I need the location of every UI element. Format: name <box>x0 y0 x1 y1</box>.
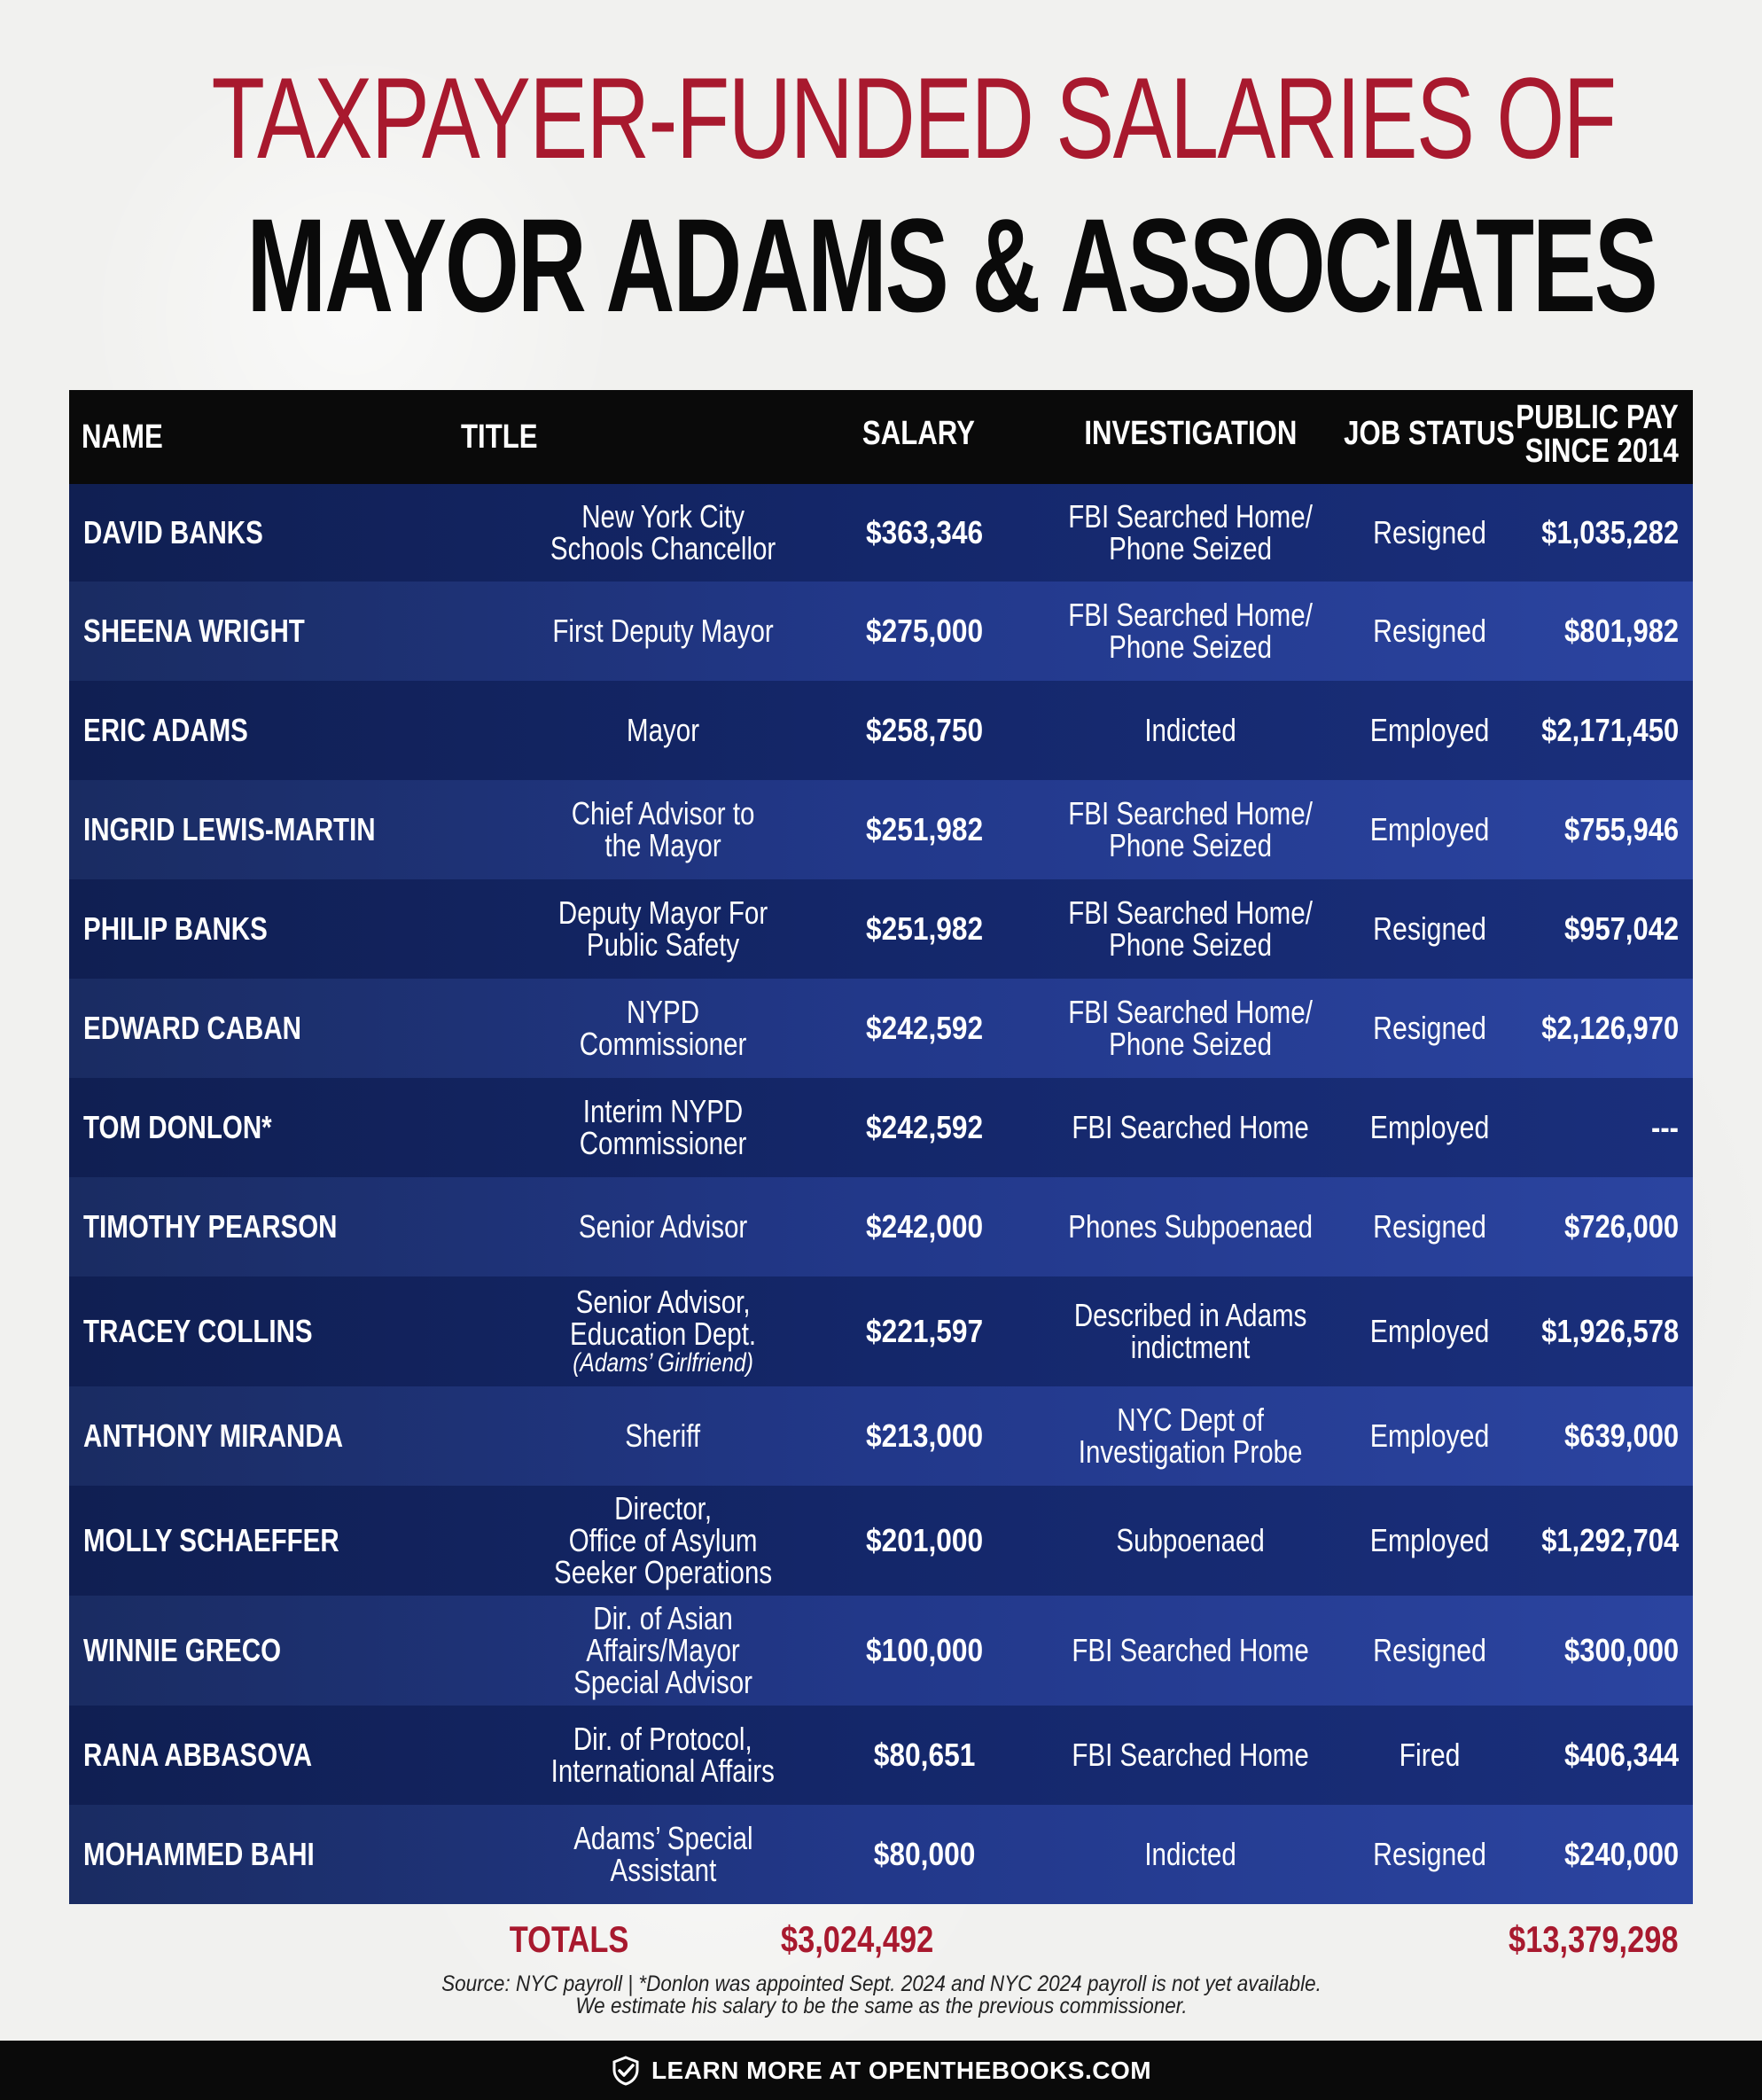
row-public-pay: $957,042 <box>1563 910 1679 947</box>
row-job-status: Employed <box>1369 712 1490 748</box>
table-row <box>69 484 1693 582</box>
row-job-status: Resigned <box>1373 1632 1486 1668</box>
row-job-status: Fired <box>1399 1737 1461 1773</box>
row-public-pay: $240,000 <box>1563 1836 1679 1872</box>
row-job-status: Employed <box>1369 1417 1490 1454</box>
row-job-status: Resigned <box>1373 514 1486 550</box>
row-public-pay: $1,926,578 <box>1541 1313 1679 1349</box>
row-name: TOM DONLON* <box>83 1109 272 1145</box>
shield-check-icon <box>611 2056 641 2086</box>
row-salary: $221,597 <box>865 1313 984 1349</box>
row-investigation: Described in Adams indictment <box>1073 1297 1307 1365</box>
row-job-status: Employed <box>1369 1313 1490 1349</box>
row-salary: $258,750 <box>865 712 984 748</box>
row-name: SHEENA WRIGHT <box>83 613 305 649</box>
source-line-2: We estimate his salary to be the same as the previous commissioner. <box>574 1994 1188 2018</box>
row-name: MOHAMMED BAHI <box>83 1836 315 1872</box>
row-public-pay: --- <box>1651 1109 1679 1145</box>
source-line-1: Source: NYC payroll | *Donlon was appointed Sept. 2024 and NYC 2024 payroll is not yet available. <box>440 1971 1322 1996</box>
row-salary: $242,000 <box>865 1208 984 1245</box>
row-title: Chief Advisor to the Mayor <box>571 795 755 863</box>
row-investigation: Indicted <box>1144 1836 1236 1872</box>
row-name: TIMOTHY PEARSON <box>83 1208 338 1245</box>
row-public-pay: $801,982 <box>1563 613 1679 649</box>
row-title-note: (Adams’ Girlfriend) <box>573 1348 753 1378</box>
footer-link-text[interactable]: LEARN MORE AT OPENTHEBOOKS.COM <box>651 2056 1152 2084</box>
row-job-status: Employed <box>1369 1522 1490 1558</box>
row-investigation: NYC Dept of Investigation Probe <box>1078 1401 1303 1470</box>
row-salary: $100,000 <box>865 1632 984 1668</box>
row-investigation: Phones Subpoenaed <box>1068 1208 1313 1245</box>
row-salary: $251,982 <box>865 910 984 947</box>
row-investigation: FBI Searched Home <box>1072 1737 1309 1773</box>
row-salary: $80,000 <box>873 1836 976 1872</box>
totals-salary: $3,024,492 <box>781 1918 934 1960</box>
row-salary: $363,346 <box>865 514 984 550</box>
table-row <box>69 1177 1693 1276</box>
table-body <box>69 484 1693 1904</box>
table-row <box>69 1596 1693 1706</box>
row-salary: $275,000 <box>865 613 984 649</box>
row-investigation: FBI Searched Home <box>1072 1632 1309 1668</box>
header-investigation: INVESTIGATION <box>1083 415 1298 452</box>
header-name: NAME <box>82 418 163 456</box>
table-row <box>69 1486 1693 1596</box>
row-title: Deputy Mayor For Public Safety <box>557 894 768 963</box>
row-public-pay: $1,292,704 <box>1541 1522 1679 1558</box>
table-row <box>69 1706 1693 1805</box>
table-row <box>69 780 1693 879</box>
row-public-pay: $726,000 <box>1563 1208 1679 1245</box>
row-public-pay: $406,344 <box>1563 1737 1679 1773</box>
row-investigation: FBI Searched Home/ Phone Seized <box>1068 597 1313 665</box>
row-investigation: FBI Searched Home/ Phone Seized <box>1068 498 1313 566</box>
row-job-status: Employed <box>1369 811 1490 847</box>
row-title: Mayor <box>626 712 700 748</box>
table-row <box>69 1276 1693 1386</box>
row-public-pay: $2,171,450 <box>1541 712 1679 748</box>
row-public-pay: $300,000 <box>1563 1632 1679 1668</box>
row-investigation: FBI Searched Home/ Phone Seized <box>1068 994 1313 1062</box>
row-salary: $80,651 <box>873 1737 976 1773</box>
row-name: ANTHONY MIRANDA <box>83 1417 344 1454</box>
row-investigation: FBI Searched Home/ Phone Seized <box>1068 894 1313 963</box>
headline-line-1: TAXPAYER-FUNDED SALARIES OF <box>211 53 1616 183</box>
table-row <box>69 681 1693 780</box>
row-name: WINNIE GRECO <box>83 1632 282 1668</box>
row-name: PHILIP BANKS <box>83 910 268 947</box>
row-title: New York City Schools Chancellor <box>550 498 776 566</box>
row-name: EDWARD CABAN <box>83 1010 301 1046</box>
table-row <box>69 879 1693 979</box>
row-public-pay: $755,946 <box>1563 811 1679 847</box>
row-name: RANA ABBASOVA <box>83 1737 313 1773</box>
source-note <box>0 1973 1762 2018</box>
row-public-pay: $2,126,970 <box>1541 1010 1679 1046</box>
row-title: Interim NYPD Commissioner <box>579 1093 747 1161</box>
row-name: MOLLY SCHAEFFER <box>83 1522 339 1558</box>
row-name: TRACEY COLLINS <box>83 1313 313 1349</box>
row-name: DAVID BANKS <box>83 514 263 550</box>
table-row <box>69 1078 1693 1177</box>
totals-public-pay: $13,379,298 <box>1509 1918 1679 1960</box>
row-title: Adams’ Special Assistant <box>573 1820 753 1888</box>
row-salary: $242,592 <box>865 1010 984 1046</box>
row-job-status: Resigned <box>1373 910 1486 947</box>
table-row <box>69 1386 1693 1486</box>
row-title: NYPD Commissioner <box>579 994 747 1062</box>
row-job-status: Employed <box>1369 1109 1490 1145</box>
row-investigation: FBI Searched Home/ Phone Seized <box>1068 795 1313 863</box>
row-job-status: Resigned <box>1373 1010 1486 1046</box>
row-public-pay: $1,035,282 <box>1541 514 1679 550</box>
salary-table <box>69 390 1693 1904</box>
table-header <box>69 390 1693 484</box>
row-investigation: FBI Searched Home <box>1072 1109 1309 1145</box>
header-public-pay: PUBLIC PAY SINCE 2014 <box>1516 399 1679 470</box>
row-job-status: Resigned <box>1373 1836 1486 1872</box>
header-job-status: JOB STATUS <box>1344 415 1516 452</box>
row-title: Sheriff <box>625 1417 701 1454</box>
row-title: First Deputy Mayor <box>552 613 774 649</box>
totals-label: TOTALS <box>509 1918 629 1960</box>
row-name: ERIC ADAMS <box>83 712 248 748</box>
row-name: INGRID LEWIS-MARTIN <box>83 811 376 847</box>
row-salary: $201,000 <box>865 1522 984 1558</box>
row-salary: $242,592 <box>865 1109 984 1145</box>
row-public-pay: $639,000 <box>1563 1417 1679 1454</box>
row-job-status: Resigned <box>1373 613 1486 649</box>
row-title: Senior Advisor, Education Dept. (Adams’ Girlfriend) <box>569 1284 757 1378</box>
row-investigation: Indicted <box>1144 712 1236 748</box>
table-row <box>69 979 1693 1078</box>
table-row <box>69 582 1693 681</box>
headline-line-2: MAYOR ADAMS & ASSOCIATES <box>246 191 1657 340</box>
row-job-status: Resigned <box>1373 1208 1486 1245</box>
row-salary: $213,000 <box>865 1417 984 1454</box>
row-investigation: Subpoenaed <box>1116 1522 1265 1558</box>
row-title: Senior Advisor <box>578 1208 748 1245</box>
header-salary: SALARY <box>862 415 975 452</box>
row-title: Dir. of Asian Affairs/Mayor Special Advisor <box>573 1600 752 1700</box>
row-salary: $251,982 <box>865 811 984 847</box>
header-title: TITLE <box>461 418 538 456</box>
table-row <box>69 1805 1693 1904</box>
row-title: Director, Office of Asylum Seeker Operations <box>553 1490 773 1590</box>
row-title: Dir. of Protocol, International Affairs <box>550 1721 776 1789</box>
footer-banner[interactable] <box>0 2041 1762 2100</box>
